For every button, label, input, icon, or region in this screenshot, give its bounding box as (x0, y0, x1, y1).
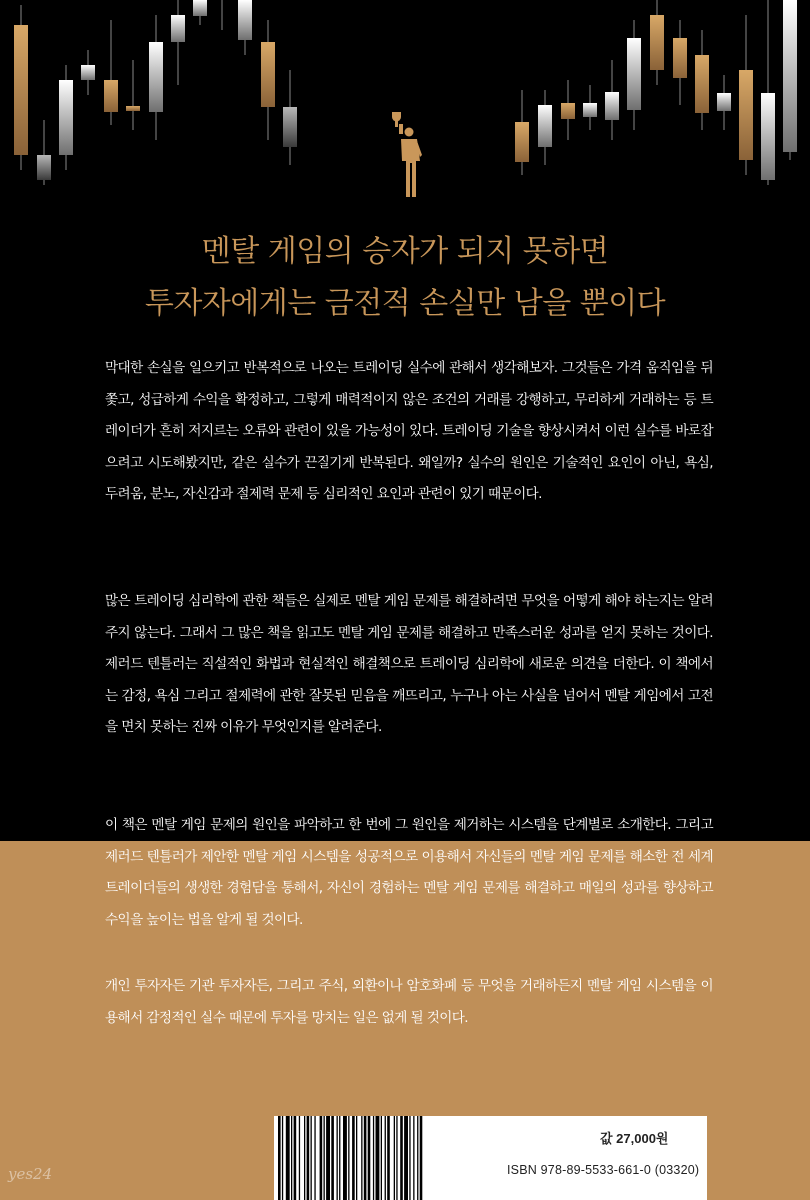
headline (0, 226, 810, 330)
body-paragraph-3: 이 책은 멘탈 게임 문제의 원인을 파악하고 한 번에 그 원인을 제거하는 시스템을 단계별로 소개한다. 그리고 제러드 텐틀러가 제안한 멘탈 게임 시스템을 성공적으로 이용해서 자신들의 멘탈 게임 문제를 해소한 전 세계 트레이더들의 생생한 경험담을 통해서, 자신이 경험하는 멘탈 게임 문제를 해결하고 매일의 성과를 향상하고 수익을 높이는 법을 알게 될 것이다. (105, 817, 713, 928)
isbn-label: ISBN 978-89-5533-661-0 (03320) (507, 1163, 700, 1177)
trophy-person-icon (392, 112, 422, 197)
price-label: 값 27,000원 (600, 1131, 669, 1146)
body-paragraph-4: 개인 투자자든 기관 투자자든, 그리고 주식, 외환이나 암호화폐 등 무엇을 거래하든지 멘탈 게임 시스템을 이용해서 감정적인 실수 때문에 투자를 망치는 일은 없게 될 것이다. (105, 978, 713, 1026)
body-paragraph-2: 많은 트레이딩 심리학에 관한 책들은 실제로 멘탈 게임 문제를 해결하려면 무엇을 어떻게 해야 하는지는 알려주지 않는다. 그래서 그 많은 책을 읽고도 멘탈 게임 문제를 해결하고 만족스러운 성과를 얻지 못하는 것이다. 제러드 텐틀러는 직설적인 화법과 현실적인 해결책으로 트레이딩 심리학에 새로운 의견을 더한다. 이 책에서는 감정, 욕심 그리고 절제력에 관한 잘못된 믿음을 깨뜨리고, 누구나 아는 사실을 넘어서 멘탈 게임에서 고전을 면치 못하는 진짜 이유가 무엇인지를 알려준다. (105, 593, 713, 735)
watermark-logo: yes24 (8, 1165, 53, 1183)
candlestick-illustration (0, 0, 810, 200)
barcode-icon (276, 1116, 481, 1200)
headline-line-1: 멘탈 게임의 승자가 되지 못하면 (201, 234, 609, 269)
body-paragraph-1: 막대한 손실을 일으키고 반복적으로 나오는 트레이딩 실수에 관해서 생각해보자. 그것들은 가격 움직임을 뒤쫓고, 성급하게 수익을 확정하고, 그렇게 매력적이지 않은 조건의 거래를 강행하고, 무리하게 거래하는 등 트레이더가 흔히 저지르는 오류와 관련이 있을 가능성이 있다. 트레이딩 기술을 향상시켜서 이런 실수를 바로잡으려고 시도해봤지만, 같은 실수가 끈질기게 반복된다. 왜일까? 실수의 원인은 기술적인 요인이 아닌, 욕심, 두려움, 분노, 자신감과 절제력 문제 등 심리적인 요인과 관련이 있기 때문이다. (105, 360, 713, 502)
headline-line-2: 투자자에게는 금전적 손실만 남을 뿐이다 (144, 286, 666, 321)
